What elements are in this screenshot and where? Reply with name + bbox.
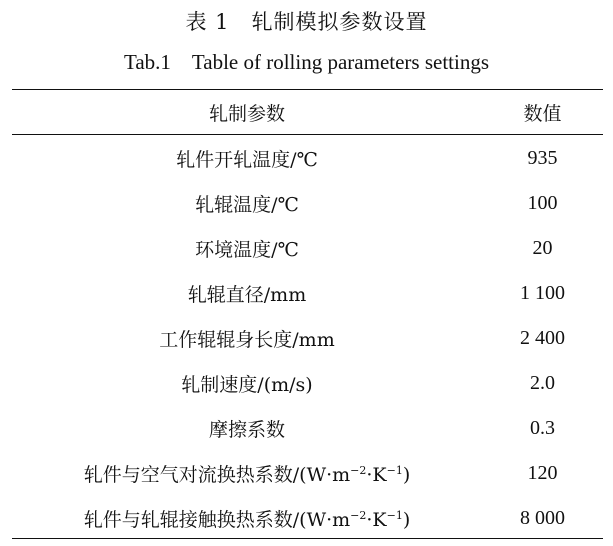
table-caption-chinese: 表 1 轧制模拟参数设置 <box>185 10 428 34</box>
label-mid: ·K <box>366 509 387 531</box>
table-row <box>12 181 603 226</box>
table-row <box>12 136 603 181</box>
row-label: 轧制速度/(m/s) <box>181 374 313 396</box>
label-prefix: 轧件与轧辊接触换热系数/(W·m <box>83 509 351 531</box>
table-row <box>12 496 603 541</box>
row-value: 100 <box>527 192 558 214</box>
row-label: 轧辊直径/mm <box>187 284 307 306</box>
row-value: 8 000 <box>520 507 565 529</box>
row-label: 轧辊温度/℃ <box>195 194 299 216</box>
label-suffix: ) <box>402 509 411 531</box>
row-value: 120 <box>527 462 558 484</box>
unit-exponent: −2 <box>350 509 367 522</box>
row-label: 摩擦系数 <box>208 419 285 441</box>
header-value: 数值 <box>523 102 562 125</box>
row-label <box>12 460 482 487</box>
table-row <box>12 406 603 451</box>
row-value: 2.0 <box>530 372 555 394</box>
row-value: 935 <box>527 147 558 169</box>
header-parameter: 轧制参数 <box>208 102 285 125</box>
row-value: 20 <box>532 237 553 259</box>
table-row <box>12 361 603 406</box>
table-header-row <box>12 92 603 132</box>
table-top-rule <box>12 89 603 90</box>
table-caption-english: Tab.1 Table of rolling parameters settings <box>123 50 490 74</box>
row-label: 环境温度/℃ <box>195 239 299 261</box>
row-label <box>12 505 482 532</box>
unit-exponent: −1 <box>386 509 403 522</box>
label-suffix: ) <box>402 464 411 486</box>
label-mid: ·K <box>366 464 387 486</box>
row-value: 0.3 <box>530 417 555 439</box>
table-row <box>12 226 603 271</box>
label-prefix: 轧件与空气对流换热系数/(W·m <box>83 464 351 486</box>
table-row <box>12 271 603 316</box>
row-label: 工作辊辊身长度/mm <box>159 329 335 351</box>
row-label: 轧件开轧温度/℃ <box>176 149 318 171</box>
row-value: 2 400 <box>520 327 565 349</box>
table-body <box>12 136 603 541</box>
unit-exponent: −2 <box>350 464 367 477</box>
table-bottom-rule <box>12 538 603 539</box>
table-row <box>12 316 603 361</box>
table-row <box>12 451 603 496</box>
table-header-rule <box>12 134 603 135</box>
row-value: 1 100 <box>520 282 565 304</box>
unit-exponent: −1 <box>386 464 403 477</box>
